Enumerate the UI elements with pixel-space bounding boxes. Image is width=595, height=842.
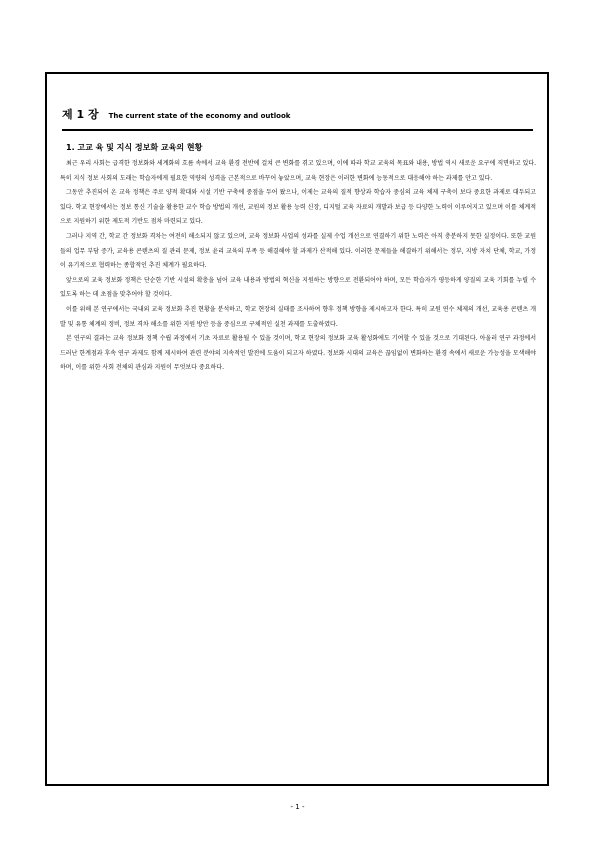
body-text [60, 157, 536, 757]
paragraph: 최근 우리 사회는 급격한 정보화와 세계화의 흐름 속에서 교육 환경 전반에 걸쳐 큰 변화를 겪고 있으며, 이에 따라 학교 교육의 목표와 내용, 방법 역시 새로운 요구에 직면하고 있다. 특히 지식 정보 사회의 도래는 학습자에게 필요한 역량의 성격을 근본적으로 바꾸어 놓았으며, 교육 현장은 이러한 변화에 능동적으로 대응해야 하는 과제를 안고 있다. [60, 160, 536, 182]
header-rule [62, 129, 533, 131]
section-heading: 1. 고교 육 및 지식 정보화 교육의 현황 [66, 143, 203, 152]
paragraph: 본 연구의 결과는 교육 정보화 정책 수립 과정에서 기초 자료로 활용될 수 있을 것이며, 학교 현장의 정보화 교육 활성화에도 기여할 수 있을 것으로 기대된다. 아울러 연구 과정에서 드러난 한계점과 후속 연구 과제도 함께 제시하여 관련 분야의 지속적인 발전에 도움이 되고자 하였다. 정보화 시대의 교육은 끊임없이 변화하는 환경 속에서 새로운 가능성을 모색해야 하며, 이를 위한 사회 전체의 관심과 지원이 무엇보다 중요하다. [60, 335, 536, 372]
paragraph: 앞으로의 교육 정보화 정책은 단순한 기반 시설의 확충을 넘어 교육 내용과 방법의 혁신을 지원하는 방향으로 전환되어야 하며, 모든 학습자가 평등하게 양질의 교육 기회를 누릴 수 있도록 하는 데 초점을 맞추어야 할 것이다. [60, 276, 536, 299]
paragraph: 그동안 추진되어 온 교육 정책은 주로 양적 확대와 시설 기반 구축에 중점을 두어 왔으나, 이제는 교육의 질적 향상과 학습자 중심의 교육 체제 구축이 보다 중요한 과제로 대두되고 있다. 학교 현장에서는 정보 통신 기술을 활용한 교수 학습 방법의 개선, 교원의 정보 활용 능력 신장, 디지털 교육 자료의 개발과 보급 등 다양한 노력이 이루어지고 있으며 이를 체계적으로 지원하기 위한 제도적 기반도 점차 마련되고 있다. [60, 189, 536, 226]
chapter-title: The current state of the economy and outlook [108, 112, 291, 120]
chapter-label: 제 1 장 [62, 108, 99, 121]
page-number: - 1 - [290, 803, 305, 811]
paragraph: 그러나 지역 간, 학교 간 정보화 격차는 여전히 해소되지 않고 있으며, 교육 정보화 사업의 성과를 실제 수업 개선으로 연결하기 위한 노력은 아직 충분하지 못한 실정이다. 또한 교원들의 업무 부담 증가, 교육용 콘텐츠의 질 관리 문제, 정보 윤리 교육의 부족 등 해결해야 할 과제가 산적해 있다. 이러한 문제들을 해결하기 위해서는 정부, 지방 자치 단체, 학교, 가정이 유기적으로 협력하는 종합적인 추진 체계가 필요하다. [60, 232, 536, 270]
chapter-header [62, 106, 290, 122]
paragraph: 이를 위해 본 연구에서는 국내외 교육 정보화 추진 현황을 분석하고, 학교 현장의 실태를 조사하여 향후 정책 방향을 제시하고자 한다. 특히 교원 연수 체제의 개선, 교육용 콘텐츠 개발 및 유통 체계의 정비, 정보 격차 해소를 위한 지원 방안 등을 중심으로 구체적인 실천 과제를 도출하였다. [60, 305, 536, 328]
